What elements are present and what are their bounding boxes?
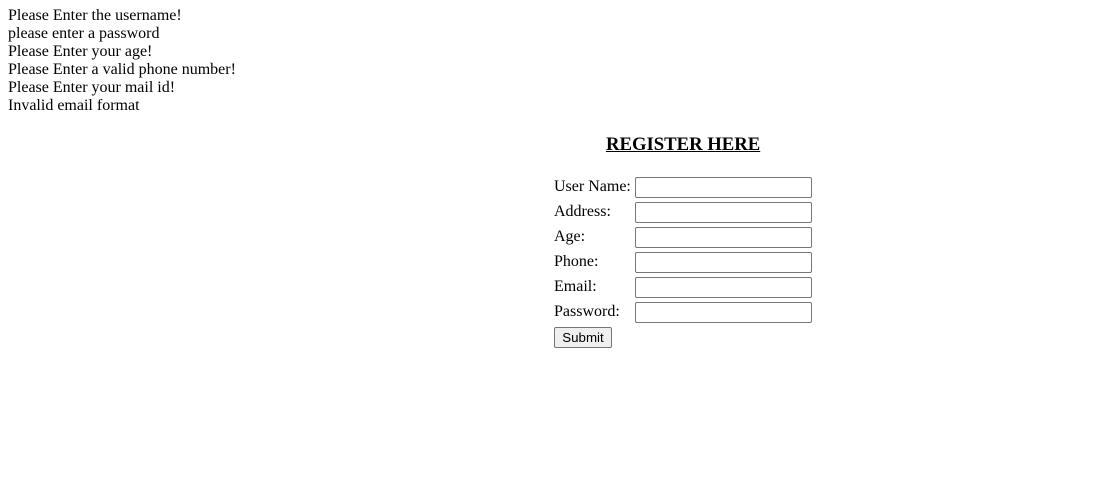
- submit-button[interactable]: Submit: [554, 327, 612, 348]
- age-label: Age:: [554, 228, 586, 245]
- error-email-missing: Please Enter your mail id!: [8, 79, 176, 96]
- username-label: User Name:: [554, 178, 631, 195]
- password-label: Password:: [554, 303, 620, 320]
- email-input[interactable]: [635, 277, 812, 298]
- password-input[interactable]: [635, 302, 812, 323]
- validation-messages: [8, 7, 236, 115]
- phone-label: Phone:: [554, 253, 599, 270]
- phone-input[interactable]: [635, 252, 812, 273]
- page-title: REGISTER HERE: [606, 134, 761, 155]
- age-input[interactable]: [635, 227, 812, 248]
- error-email-format: Invalid email format: [8, 97, 140, 114]
- error-username: Please Enter the username!: [8, 7, 182, 24]
- username-input[interactable]: [635, 177, 812, 198]
- error-password: please enter a password: [8, 25, 160, 42]
- address-label: Address:: [554, 203, 611, 220]
- error-phone: Please Enter a valid phone number!: [8, 61, 236, 78]
- email-label: Email:: [554, 278, 597, 295]
- error-age: Please Enter your age!: [8, 43, 153, 60]
- address-input[interactable]: [635, 202, 812, 223]
